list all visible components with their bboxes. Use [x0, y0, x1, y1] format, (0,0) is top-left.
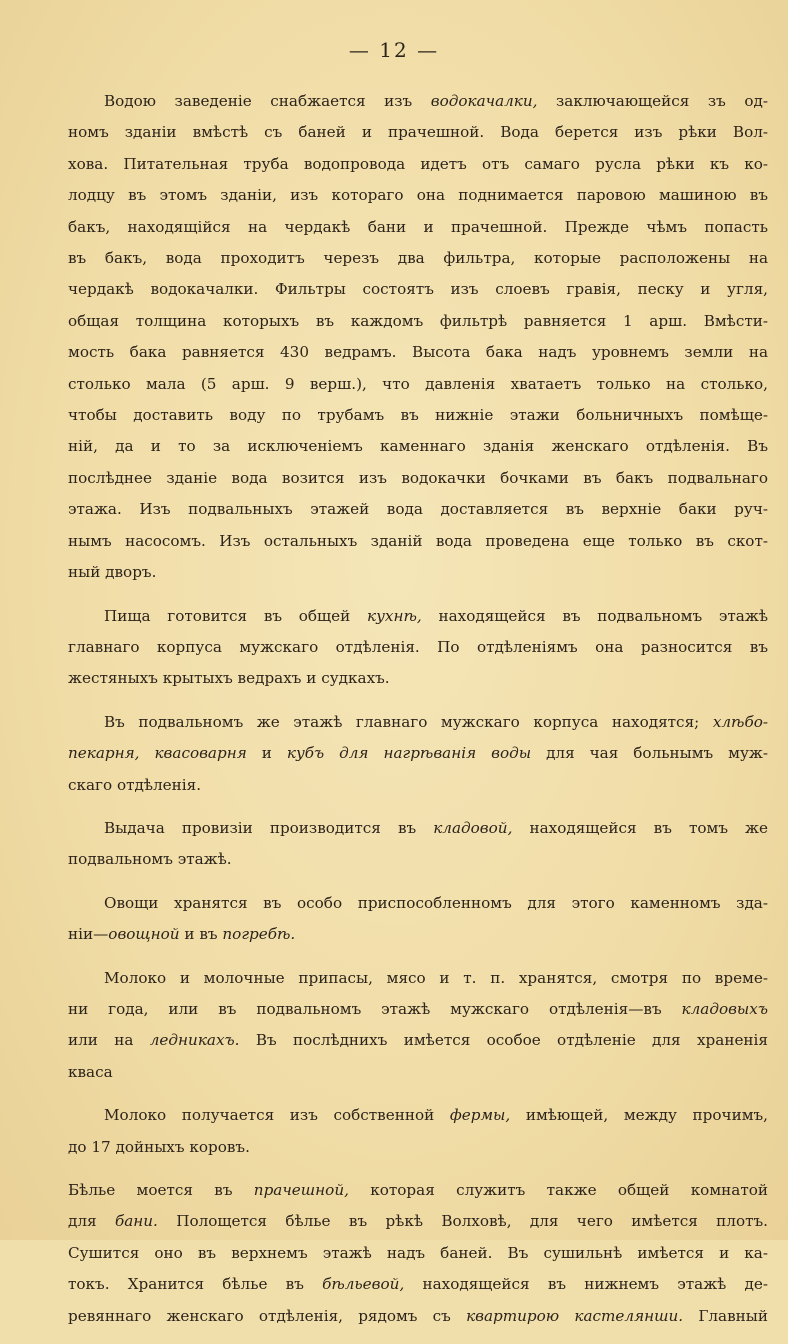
text-run: токъ. Хранится бѣлье въ [68, 1275, 323, 1294]
text-run: или на [68, 1031, 150, 1050]
text-run: до 17 дойныхъ коровъ. [68, 1137, 250, 1156]
text-run: чтобы доставить воду по трубамъ въ нижніе этажи больничныхъ помѣще- [68, 406, 768, 425]
text-line [68, 180, 768, 211]
paragraph [68, 888, 768, 951]
text-run: для [68, 1212, 115, 1231]
italic-term: ледникахъ. [149, 1031, 240, 1050]
text-run: Въ подвальномъ же этажѣ главнаго мужскаго корпуса находятся; [104, 712, 713, 731]
text-line [68, 632, 768, 663]
text-run: Въ послѣднихъ имѣется особое отдѣленіе для храненія [239, 1031, 768, 1050]
text-line [68, 1206, 768, 1237]
paragraph [68, 1100, 768, 1163]
paragraph [68, 707, 768, 801]
text-line [68, 1100, 768, 1131]
italic-term: бани. [114, 1212, 158, 1231]
paragraph [68, 1175, 768, 1332]
text-run: и [246, 744, 287, 763]
text-run: ніи— [68, 925, 109, 944]
text-line [68, 1238, 768, 1269]
text-run: Молоко и молочные припасы, мясо и т. п. хранятся, смотря по време- [104, 968, 768, 987]
text-run: мость бака равняется 430 ведрамъ. Высота бака надъ уровнемъ земли на [68, 343, 768, 362]
text-run: Молоко получается изъ собственной [104, 1106, 450, 1125]
text-run: и въ [179, 925, 223, 944]
text-line [68, 663, 768, 694]
text-line [68, 494, 768, 525]
text-line [68, 1269, 768, 1300]
text-run: которая служитъ также общей комнатой [348, 1181, 768, 1199]
text-line [68, 1057, 768, 1088]
text-run: ній, да и то за исключеніемъ каменнаго зданія женскаго отдѣленія. Въ [68, 437, 768, 456]
text-run: имѣющей, между прочимъ, [510, 1106, 768, 1125]
text-line [68, 243, 768, 274]
italic-term: квартирою кастелянши. [466, 1306, 684, 1325]
paragraph [68, 813, 768, 876]
text-run: подвальномъ этажѣ. [68, 850, 232, 869]
text-run: чердакѣ водокачалки. Фильтры состоятъ изъ слоевъ гравія, песку и угля, [68, 280, 768, 299]
text-line [68, 400, 768, 431]
text-line [68, 1175, 768, 1206]
italic-term: кладовыхъ [681, 999, 768, 1018]
text-run: Выдача провизіи производится въ [104, 818, 434, 837]
text-line [68, 919, 768, 950]
text-line [68, 149, 768, 180]
text-line [68, 994, 768, 1025]
text-line [68, 770, 768, 801]
text-line [68, 888, 768, 919]
italic-term: пекарня, квасоварня [68, 744, 247, 763]
text-run: Бѣлье моется въ [68, 1181, 254, 1199]
text-run: находящейся въ нижнемъ этажѣ де- [404, 1275, 768, 1294]
text-run: жестяныхъ крытыхъ ведрахъ и судкахъ. [68, 669, 390, 688]
text-line [68, 212, 768, 243]
text-run: нымъ насосомъ. Изъ остальныхъ зданій вода проведена еще только въ скот- [68, 531, 768, 550]
text-run: Полощется бѣлье въ рѣкѣ Волховѣ, для чего имѣется плотъ. [157, 1212, 768, 1231]
text-line [68, 337, 768, 368]
text-run: бакъ, находящійся на чердакѣ бани и прачешной. Прежде чѣмъ попасть [68, 217, 768, 236]
italic-term: прачешной, [253, 1181, 349, 1199]
text-run: ни года, или въ подвальномъ этажѣ мужскаго отдѣленія—въ [68, 999, 682, 1018]
text-line [68, 813, 768, 844]
paragraph [68, 601, 768, 695]
text-run: скаго отдѣленія. [68, 775, 202, 794]
italic-term: кухнѣ, [367, 606, 422, 625]
italic-term: бѣльевой, [322, 1275, 405, 1294]
text-line [68, 738, 768, 769]
text-line [68, 526, 768, 557]
text-line [68, 117, 768, 148]
text-line [68, 844, 768, 875]
text-run: столько мала (5 арш. 9 верш.), что давленія хватаетъ только на столько, [68, 374, 768, 393]
text-run: находящейся въ томъ же [512, 818, 769, 837]
text-line [68, 601, 768, 632]
body-text [68, 86, 768, 1344]
text-run: послѣднее зданіе вода возится изъ водокачки бочками въ бакъ подвальнаго [68, 468, 768, 487]
italic-term: фермы, [449, 1106, 511, 1125]
italic-term: водокачалки, [430, 92, 538, 110]
text-run: Главный [683, 1306, 768, 1325]
text-run: общая толщина которыхъ въ каждомъ фильтрѣ равняется 1 арш. Вмѣсти- [68, 311, 768, 330]
text-line [68, 369, 768, 400]
text-line [68, 1132, 768, 1163]
text-run: Сушится оно въ верхнемъ этажѣ надъ баней. Въ сушильнѣ имѣется и ка- [68, 1243, 768, 1262]
text-run: номъ зданіи вмѣстѣ съ баней и прачешной. Вода берется изъ рѣки Вол- [68, 123, 768, 142]
text-run: для чая больнымъ муж- [531, 744, 769, 763]
text-run: въ бакъ, вода проходитъ черезъ два фильтра, которые расположены на [68, 249, 768, 268]
text-run: кваса [68, 1062, 113, 1081]
italic-term: хлѣбо- [712, 712, 768, 731]
text-line [68, 1301, 768, 1332]
paragraph [68, 963, 768, 1089]
text-run: находящейся въ подвальномъ этажѣ [421, 606, 768, 625]
text-line [68, 86, 768, 117]
text-line [68, 557, 768, 588]
text-run: ный дворъ. [68, 563, 157, 582]
italic-term: погребѣ. [222, 925, 296, 944]
text-line [68, 306, 768, 337]
italic-term: кладовой, [433, 818, 513, 837]
text-run: этажа. Изъ подвальныхъ этажей вода доставляется въ верхніе баки руч- [68, 500, 768, 519]
page-number: — 12 — [348, 38, 440, 62]
paragraph [68, 86, 768, 589]
text-line [68, 963, 768, 994]
text-run: Овощи хранятся въ особо приспособленномъ для этого каменномъ зда- [104, 893, 768, 912]
text-run: заключающейся зъ од- [537, 92, 768, 110]
text-run: лодцу въ этомъ зданіи, изъ котораго она поднимается паровою машиною въ [68, 186, 768, 205]
italic-term: кубъ для нагрѣванія воды [286, 744, 532, 763]
text-line [68, 463, 768, 494]
text-run: Пища готовится въ общей [104, 606, 368, 625]
text-run: главнаго корпуса мужскаго отдѣленія. По отдѣленіямъ она разносится въ [68, 637, 768, 656]
text-run: хова. Питательная труба водопровода идетъ отъ самаго русла рѣки къ ко- [68, 154, 768, 173]
text-line [68, 274, 768, 305]
text-run: Водою заведеніе снабжается изъ [104, 92, 431, 110]
text-run: ревяннаго женскаго отдѣленія, рядомъ съ [68, 1306, 467, 1325]
text-line [68, 707, 768, 738]
text-line [68, 1025, 768, 1056]
text-line [68, 431, 768, 462]
italic-term: овощной [108, 925, 180, 944]
